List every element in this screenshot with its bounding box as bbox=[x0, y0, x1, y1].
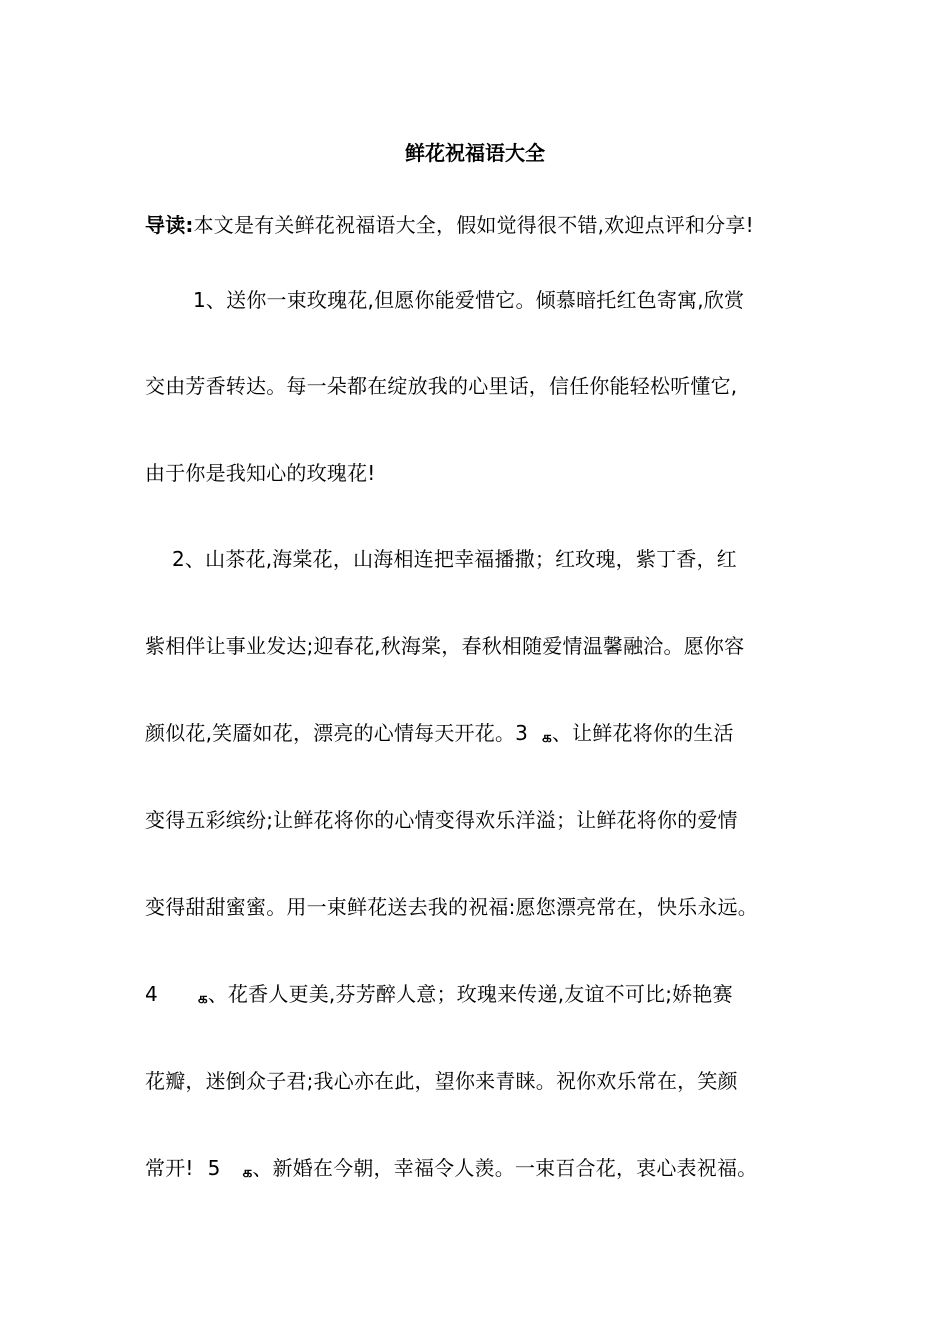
document-title: 鲜花祝福语大全 bbox=[405, 141, 545, 165]
paragraph-line-7: 变得五彩缤纷;让鲜花将你的心情变得欢乐洋溢；让鲜花将你的爱情 bbox=[145, 808, 738, 832]
intro-line bbox=[145, 212, 754, 238]
paragraph-line-1: 1、送你一束玫瑰花,但愿你能爱惜它。倾慕暗托红色寄寓,欣赏 bbox=[193, 288, 745, 312]
line-11-text: 常开! bbox=[145, 1156, 194, 1180]
item-marker-glyph: க bbox=[542, 728, 552, 746]
intro-label: 导读: bbox=[145, 213, 194, 237]
paragraph-line-4: 2、山茶花,海棠花，山海相连把幸福播撒；红玫瑰，紫丁香，红 bbox=[172, 547, 737, 571]
paragraph-line-2: 交由芳香转达。每一朵都在绽放我的心里话，信任你能轻松听懂它, bbox=[145, 374, 738, 398]
item-number-3: 3 bbox=[515, 721, 529, 745]
paragraph-line-5: 紫相伴让事业发达;迎春花,秋海棠，春秋相随爱情温馨融洽。愿你容 bbox=[145, 634, 745, 658]
item-number-4: 4 bbox=[145, 982, 158, 1006]
paragraph-line-3: 由于你是我知心的玫瑰花! bbox=[145, 461, 376, 485]
paragraph-line-6 bbox=[145, 720, 734, 748]
line-6-text: 颜似花,笑靥如花，漂亮的心情每天开花。 bbox=[145, 721, 516, 745]
paragraph-line-10: 花瓣，迷倒众子君;我心亦在此，望你来青睐。祝你欢乐常在，笑颜 bbox=[145, 1069, 738, 1093]
paragraph-line-9 bbox=[145, 981, 733, 1009]
item-marker-glyph: க bbox=[242, 1163, 253, 1181]
item-number-5: 5 bbox=[207, 1156, 221, 1180]
paragraph-line-8: 变得甜甜蜜蜜。用一束鲜花送去我的祝福:愿您漂亮常在，快乐永远。 bbox=[145, 895, 758, 919]
line-9-text: 、花香人更美,芬芳醉人意；玫瑰来传递,友谊不可比;娇艳赛 bbox=[207, 982, 733, 1006]
item-marker-glyph: க bbox=[197, 989, 208, 1007]
line-6-tail: 、让鲜花将你的生活 bbox=[551, 721, 734, 745]
intro-text: 本文是有关鲜花祝福语大全，假如觉得很不错,欢迎点评和分享! bbox=[193, 213, 754, 237]
paragraph-line-11 bbox=[145, 1155, 757, 1183]
line-11-tail: 、新婚在今朝，幸福令人羡。一束百合花，衷心表祝福。 bbox=[252, 1156, 758, 1180]
